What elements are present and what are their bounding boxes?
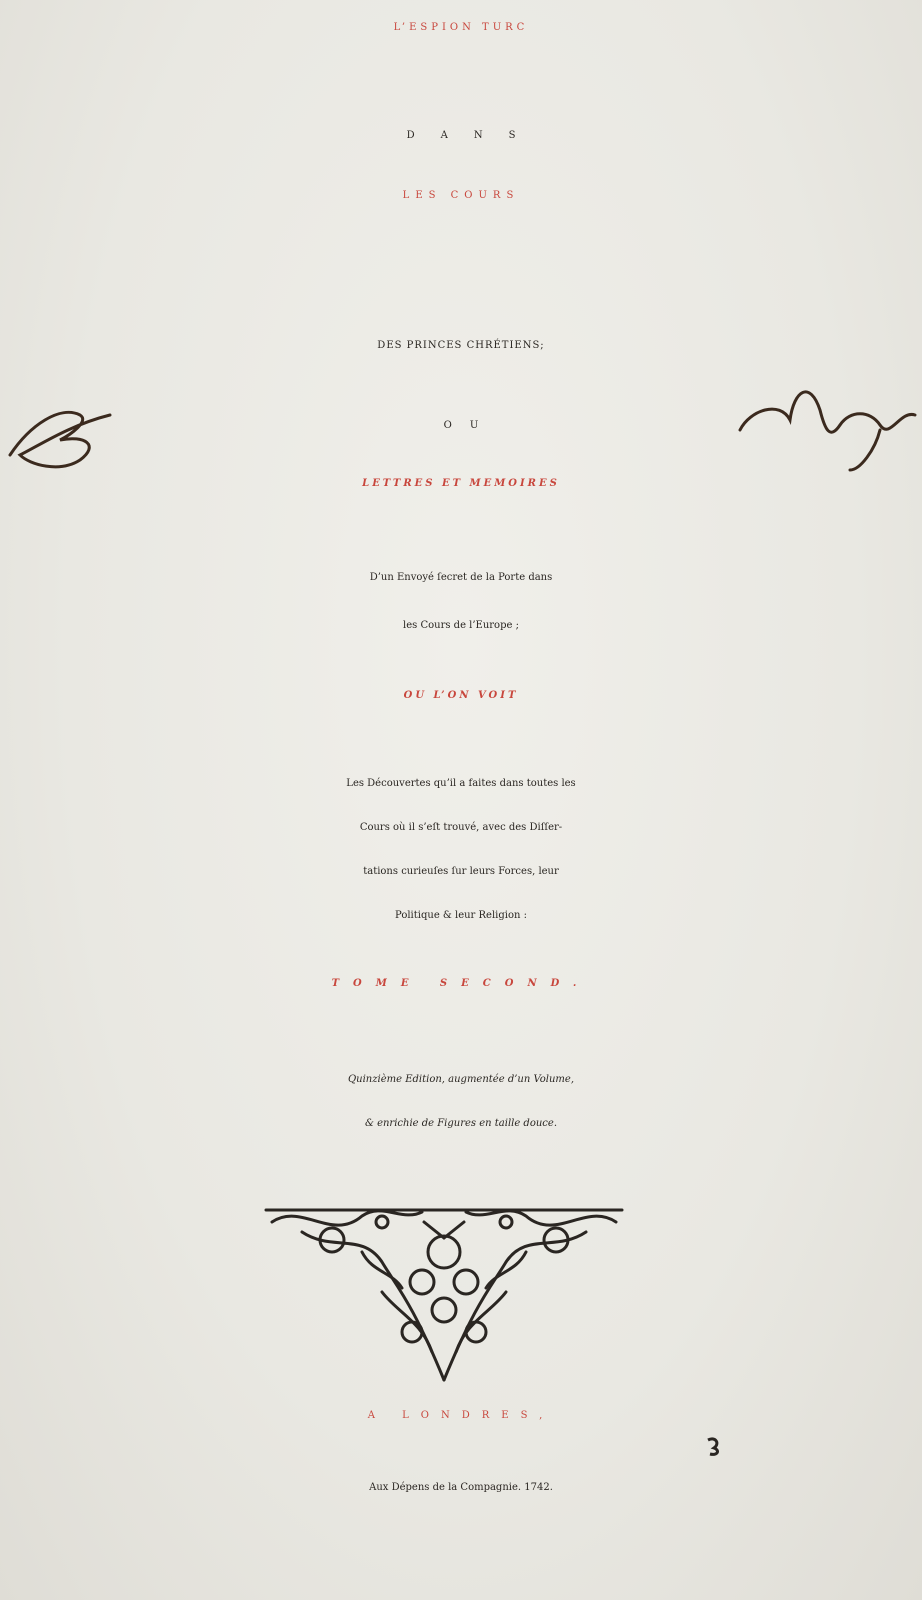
envoy-line-1: D’un Envoyé ſecret de la Porte dans [369,572,553,583]
connector-ou: OU [443,420,497,431]
title-line-princes-chretiens: DES PRINCES CHRÉTIENS; [377,340,545,351]
discoveries-line-3: tations curieuſes ſur leurs Forces, leur [363,866,559,877]
edition-line-1: Quinzième Edition, augmentée d’un Volume, [347,1074,575,1085]
discoveries-line-1: Les Découvertes qu’il a faites dans toutes les [346,778,576,789]
discoveries-line-2: Cours où il s’eſt trouvé, avec des Diſſer- [359,822,563,833]
handwritten-mark-left-icon [0,385,130,475]
volume-tome-second: TOME SECOND. [331,978,591,989]
imprint-place-londres: A LONDRES, [367,1410,555,1421]
title-line-dans: DANS [406,130,542,141]
discoveries-line-4: Politique & leur Religion : [395,910,527,921]
title-line-espion-turc: L’ESPION TURC [393,22,529,33]
edition-line-2: & enrichie de Figures en taille douce. [364,1118,557,1129]
on-voit-heading: OU L’ON VOIT [403,690,519,701]
envoy-line-2: les Cours de l’Europe ; [403,620,519,631]
imprint-publisher-date: Aux Dépens de la Compagnie. 1742. [369,1482,553,1493]
handwritten-mark-right-icon [730,370,922,480]
printers-ornament-icon [262,1192,626,1384]
ink-mark-icon [700,1430,730,1460]
subtitle-lettres-et-memoires: LETTRES ET MEMOIRES [362,478,560,489]
title-line-les-cours: LES COURS [402,190,520,201]
